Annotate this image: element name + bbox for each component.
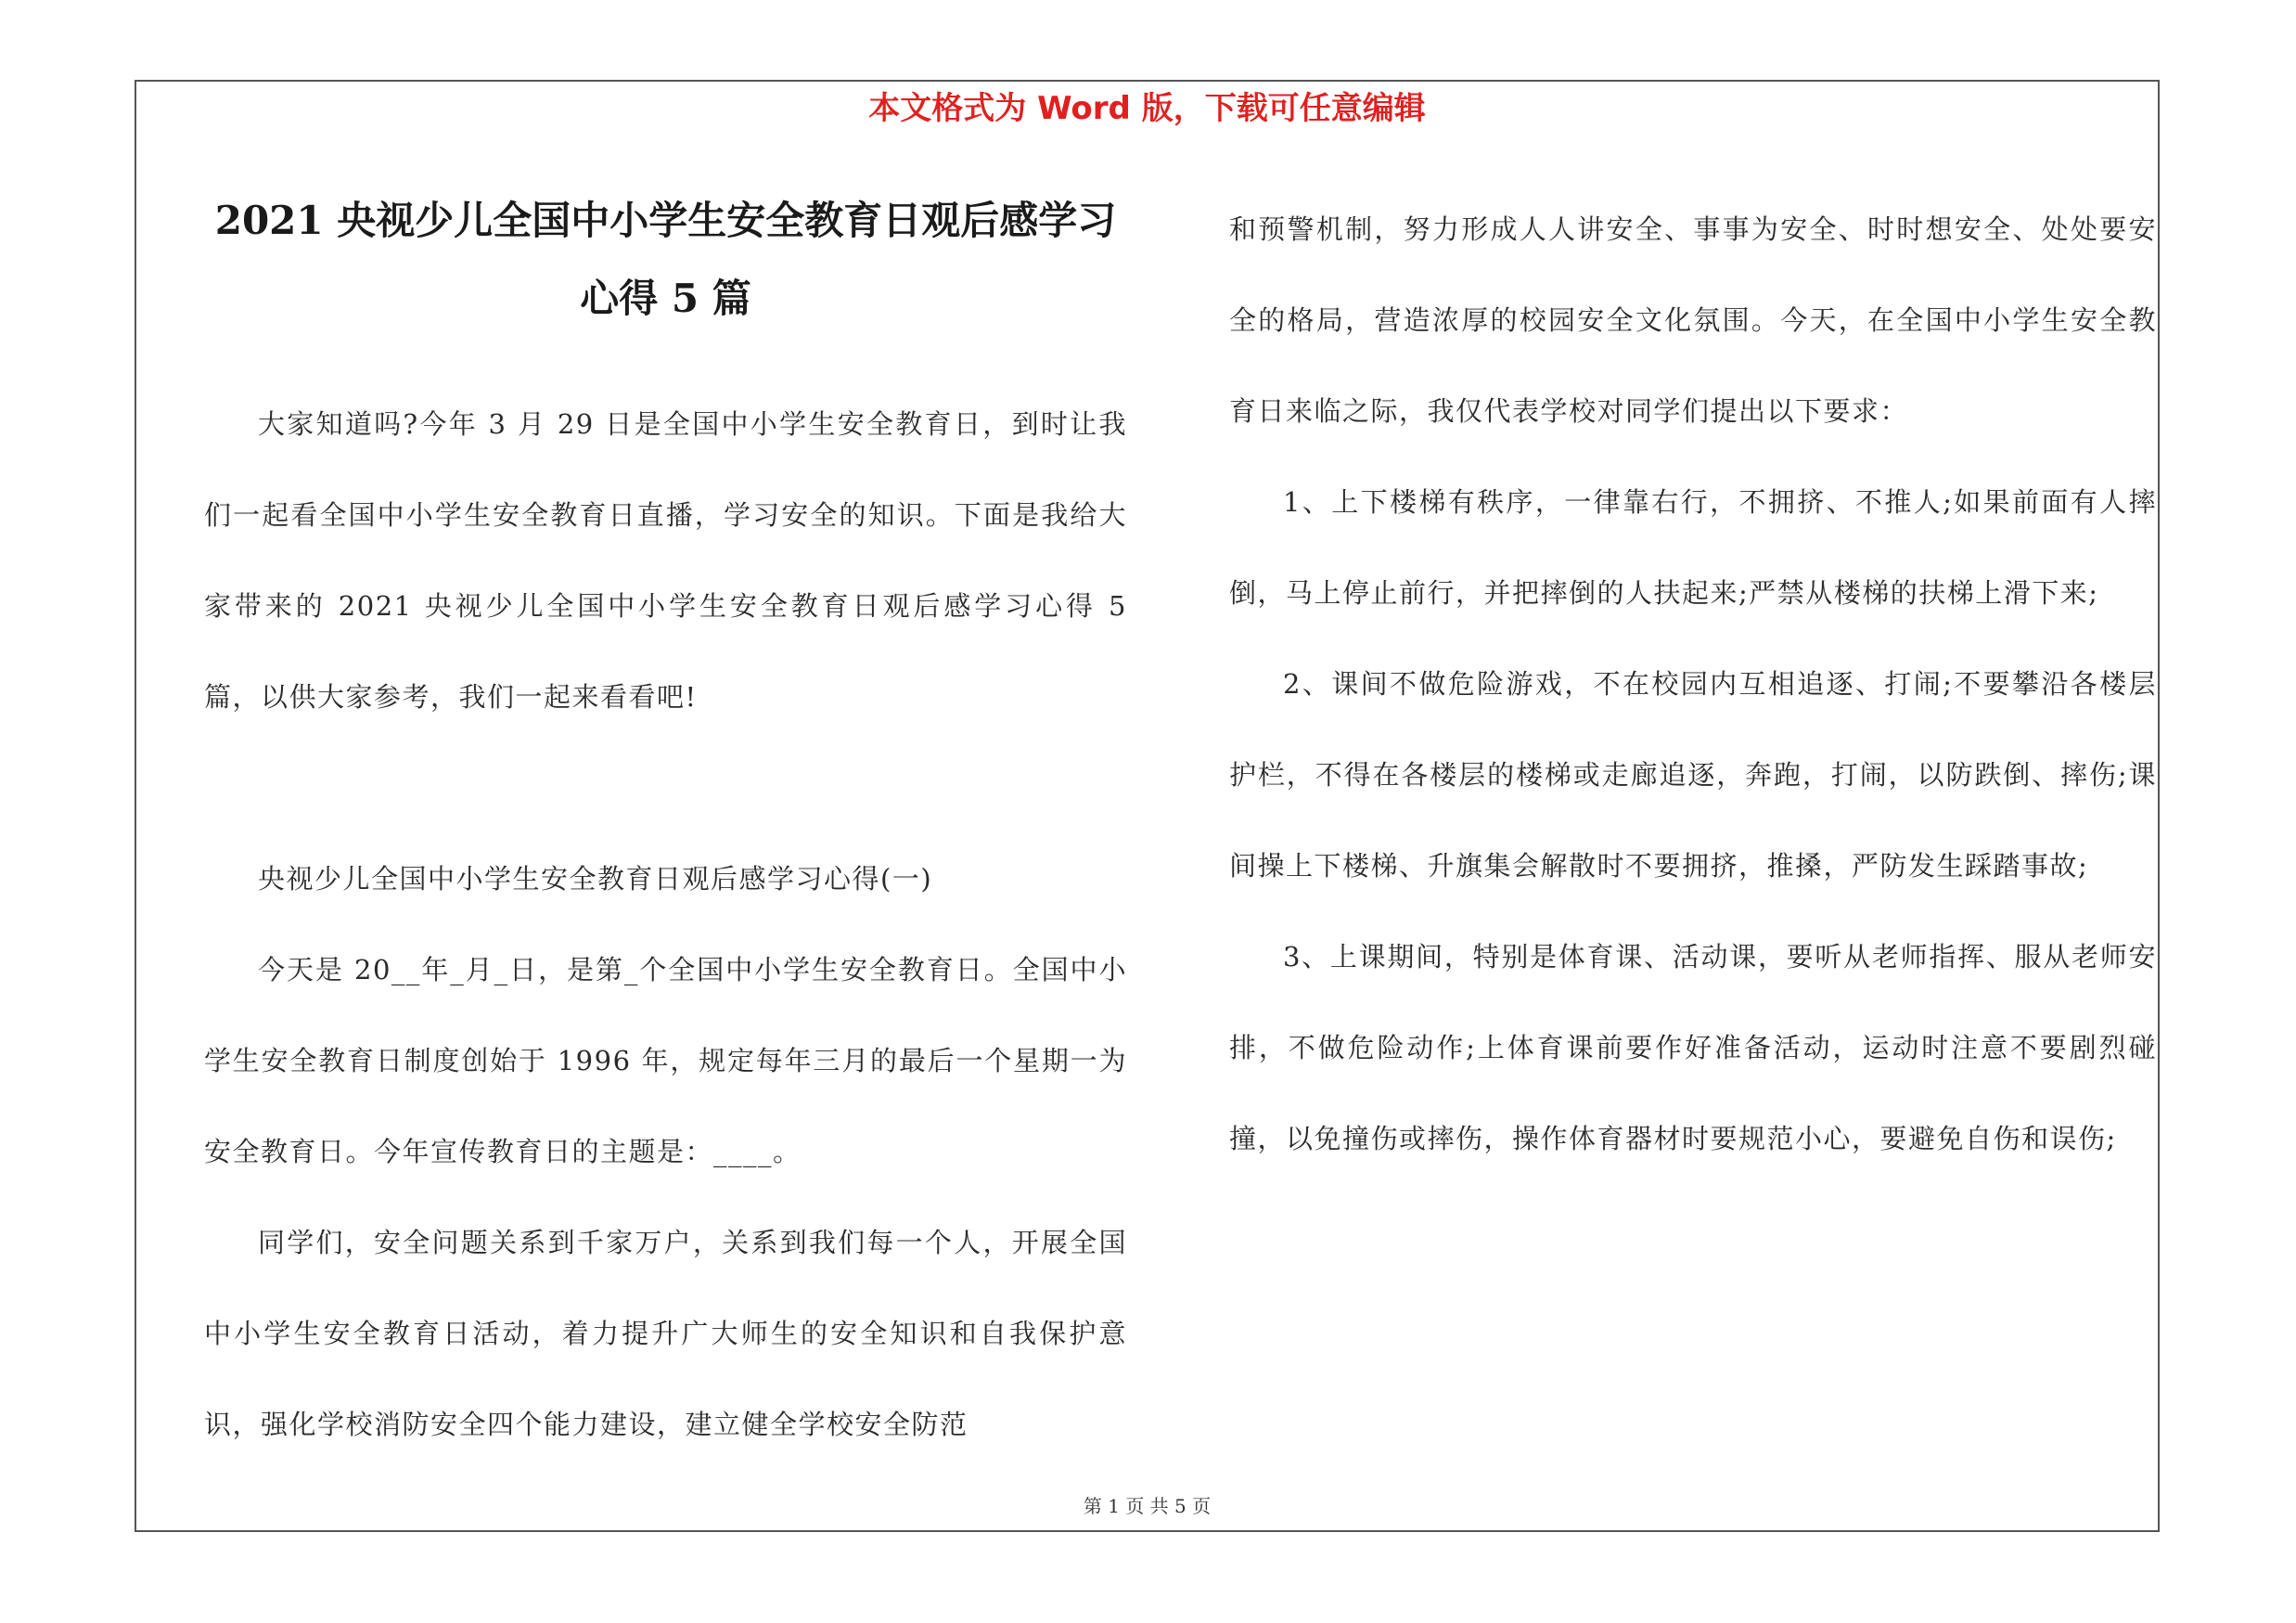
intro-paragraph: 大家知道吗?今年 3 月 29 日是全国中小学生安全教育日，到时让我们一起看全国中小学生安全教育日直播，学习安全的知识。下面是我给大家带来的 2021 央视少儿全国中小学生安全教育日观后感学习心得 5 篇，以供大家参考，我们一起来看看吧!	[204, 408, 1127, 713]
paragraph-gap	[204, 742, 1127, 833]
right-column	[1229, 184, 2157, 1184]
left-column	[204, 167, 1127, 1470]
continued-paragraph: 和预警机制，努力形成人人讲安全、事事为安全、时时想安全、处处要安全的格局，营造浓厚的校园安全文化氛围。今天，在全国中小学生安全教育日来临之际，我仅代表学校对同学们提出以下要求：	[1229, 213, 2157, 427]
format-banner: 本文格式为 Word 版，下载可任意编辑	[868, 90, 1426, 127]
document-title	[204, 167, 1127, 338]
body-paragraph: 同学们，安全问题关系到千家万户，关系到我们每一个人，开展全国中小学生安全教育日活动，着力提升广大师生的安全知识和自我保护意识，强化学校消防安全四个能力建设，建立健全学校安全防范	[204, 1227, 1127, 1440]
body-paragraph: 今天是 20__年_月_日，是第_个全国中小学生安全教育日。全国中小学生安全教育日制度创始于 1996 年，规定每年三月的最后一个星期一为安全教育日。今年宣传教育日的主题是：____。	[204, 954, 1127, 1167]
rule-item-2: 2、课间不做危险游戏，不在校园内互相追逐、打闹;不要攀沿各楼层护栏，不得在各楼层的楼梯或走廊追逐，奔跑，打闹，以防跌倒、摔伤;课间操上下楼梯、升旗集会解散时不要拥挤，推搡，严防发生踩踏事故;	[1229, 668, 2157, 882]
title-line-2: 心得 5 篇	[580, 276, 751, 321]
rule-item-3: 3、上课期间，特别是体育课、活动课，要听从老师指挥、服从老师安排，不做危险动作;上体育课前要作好准备活动，运动时注意不要剧烈碰撞，以免撞伤或摔伤，操作体育器材时要规范小心，要避免自伤和误伤;	[1229, 941, 2157, 1154]
page-number: 第 1 页 共 5 页	[1083, 1495, 1212, 1517]
section-heading: 央视少儿全国中小学生安全教育日观后感学习心得(一)	[258, 863, 933, 895]
rule-item-1: 1、上下楼梯有秩序，一律靠右行，不拥挤、不推人;如果前面有人摔倒，马上停止前行，并把摔倒的人扶起来;严禁从楼梯的扶梯上滑下来;	[1229, 486, 2157, 609]
title-line-1: 2021 央视少儿全国中小学生安全教育日观后感学习	[214, 198, 1117, 243]
